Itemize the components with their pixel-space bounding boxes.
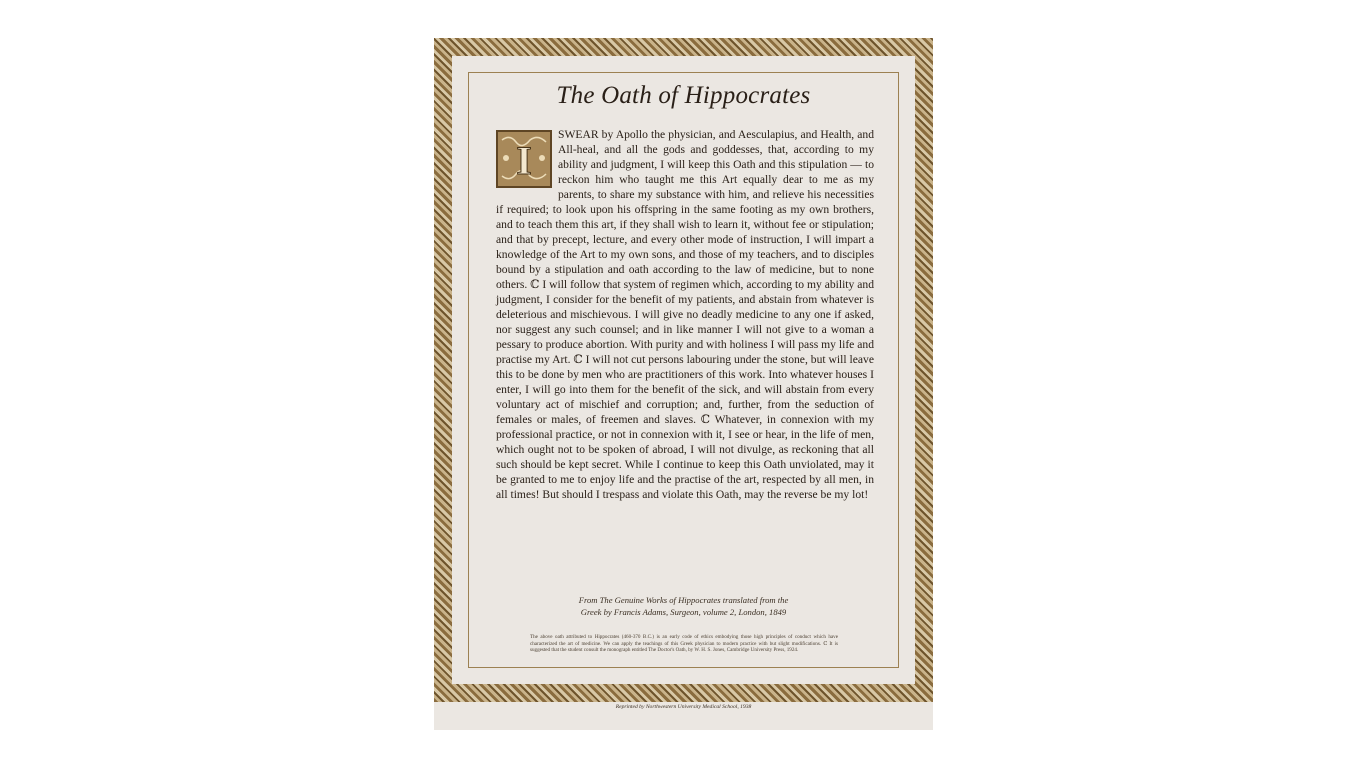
drop-cap-letter: I <box>516 138 532 183</box>
illuminated-initial <box>496 130 552 188</box>
oath-text <box>496 127 874 502</box>
document-title: The Oath of Hippocrates <box>556 82 811 109</box>
source-citation <box>434 594 933 618</box>
source-line-1: From The Genuine Works of Hippocrates translated from the <box>578 595 789 605</box>
source-line-2: Greek by Francis Adams, Surgeon, volume 2, London, 1849 <box>580 607 787 617</box>
illuminated-initial-icon <box>496 130 552 188</box>
oath-document <box>434 38 933 730</box>
reprint-credit: Reprinted by Northwestern University Medical School, 1938 <box>615 704 752 710</box>
oath-body: SWEAR by Apollo the physician, and Aesculapius, and Health, and All-heal, and all the gods and goddesses, that, according to my ability and judgment, I will keep this Oath and this stipulation — to reckon him who taught me this Art equally dear to me as my parents, to share my substance with him, and relieve his necessities if required; to look upon his offspring in the same footing as my own brothers, and to teach them this art, if they shall wish to learn it, without fee or stipulation; and that by precept, lecture, and every other mode of instruction, I will impart a knowledge of the Art to my own sons, and those of my teachers, and to disciples bound by a stipulation and oath according to the law of medicine, but to none others. ℂ I will follow that system of regimen which, according to my ability and judgment, I consider for the benefit of my patients, and abstain from whatever is deleterious and mischievous. I will give no deadly medicine to any one if asked, nor suggest any such counsel; and in like manner I will not give to a woman a pessary to produce abortion. With purity and with holiness I will pass my life and practise my Art. ℂ I will not cut persons labouring under the stone, but will leave this to be done by men who are practitioners of this work. Into whatever houses I enter, I will go into them for the benefit of the sick, and will abstain from every voluntary act of mischief and corruption; and, further, from the seduction of females or males, of freemen and slaves. ℂ Whatever, in connexion with my professional practice, or not in connexion with it, I see or hear, in the life of men, which ought not to be spoken of abroad, I will not divulge, as reckoning that all such should be kept secret. While I continue to keep this Oath unviolated, may it be granted to me to enjoy life and the practise of the art, respected by all men, in all times! But should I trespass and violate this Oath, may the reverse be my lot! <box>496 128 874 501</box>
editorial-note: The above oath attributed to Hippocrates (460-370 B.C.) is an early code of ethics embodying those high principles of conduct which have characterized the art of medicine. We can apply the teachings of this Greek physician to modern practice with but slight modifications. ℂ It is suggested that the student consult the monograph entitled The Doctor's Oath, by W. H. S. Jones, Cambridge University Press, 1924. <box>530 634 838 653</box>
